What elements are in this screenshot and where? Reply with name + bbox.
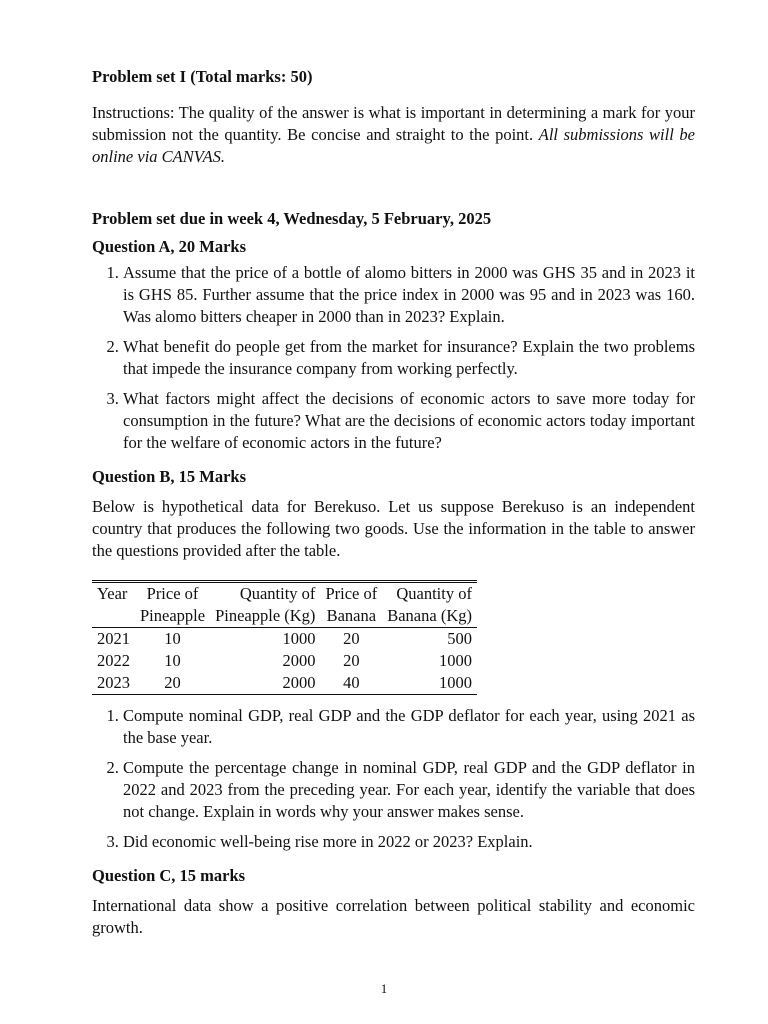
- table-header-banana-kg: Banana (Kg): [382, 605, 477, 628]
- berekuso-data-table: [92, 580, 477, 695]
- question-b-item-3: 3. Did economic well-being rise more in 2022 or 2023? Explain.: [123, 831, 695, 853]
- table-cell-quantity-pineapple: 2000: [282, 673, 316, 692]
- table-cell-quantity-banana: 500: [447, 629, 472, 648]
- document-title: Problem set I (Total marks: 50): [92, 67, 313, 86]
- table-header-row-1: [92, 582, 477, 606]
- table-cell-quantity-pineapple: 2000: [282, 651, 316, 670]
- due-date: Problem set due in week 4, Wednesday, 5 February, 2025: [92, 209, 492, 228]
- table-header-price-banana: Price of: [325, 584, 378, 603]
- table-row: [92, 628, 477, 651]
- table-cell-year: 2023: [97, 673, 130, 692]
- table-cell-quantity-pineapple: 1000: [282, 629, 316, 648]
- table-row: [92, 650, 477, 672]
- table-header-quantity-banana: Quantity of: [396, 584, 472, 603]
- table-cell-price-banana: 20: [343, 651, 360, 670]
- table-cell-price-pineapple: 10: [164, 651, 181, 670]
- question-a-item-2: 2. What benefit do people get from the market for insurance? Explain the two problems that impede the insurance company from working perfectly.: [123, 336, 695, 380]
- table-cell-quantity-banana: 1000: [438, 651, 472, 670]
- table-row: [92, 672, 477, 695]
- question-b-item-1: 1. Compute nominal GDP, real GDP and the GDP deflator for each year, using 2021 as the base year.: [123, 705, 695, 749]
- table-header-year: Year: [97, 584, 128, 603]
- table-cell-year: 2022: [97, 651, 130, 670]
- table-header-price-pineapple: Price of: [146, 584, 199, 603]
- instructions-italic: All submissions will be online via CANVAS.: [92, 125, 695, 166]
- table-cell-quantity-banana: 1000: [438, 673, 472, 692]
- question-c-text: International data show a positive correlation between political stability and economic growth.: [92, 896, 695, 937]
- table-cell-year: 2021: [97, 629, 130, 648]
- table-header-year-2: [92, 605, 135, 628]
- instructions: [92, 102, 695, 168]
- question-b-list: [92, 705, 695, 853]
- question-b-heading: Question B, 15 Marks: [92, 467, 247, 486]
- table-cell-price-pineapple: 10: [164, 629, 181, 648]
- table-header-banana: Banana: [320, 605, 382, 628]
- table-header-quantity-pineapple: Quantity of: [239, 584, 316, 603]
- table-header-pineapple: Pineapple: [135, 605, 210, 628]
- instructions-text: Instructions: The quality of the answer is what is important in determining a mark for your submission not the quantity. Be concise and straight to the point.: [92, 103, 695, 144]
- question-a-heading: Question A, 20 Marks: [92, 237, 247, 256]
- question-b-item-2: 2. Compute the percentage change in nominal GDP, real GDP and the GDP deflator in 2022 and 2023 from the preceding year. For each year, identify the variable that does not change. Explain in words why your answer makes sense.: [123, 757, 695, 823]
- document-page: [92, 66, 695, 939]
- question-a-list: [92, 262, 695, 454]
- table-cell-price-banana: 20: [343, 629, 360, 648]
- table-cell-price-banana: 40: [343, 673, 360, 692]
- question-a-item-3: 3. What factors might affect the decisions of economic actors to save more today for consumption in the future? What are the decisions of economic actors today important for the welfare of economic actors in the future?: [123, 388, 695, 454]
- table-header-pineapple-kg: Pineapple (Kg): [210, 605, 320, 628]
- table-header-row-2: [92, 605, 477, 628]
- page-number: 1: [380, 981, 388, 996]
- question-a-item-1: 1. Assume that the price of a bottle of alomo bitters in 2000 was GHS 35 and in 2023 it is GHS 85. Further assume that the price index in 2000 was 95 and in 2023 was 160. Was alomo bitters cheaper in 2000 than in 2023? Explain.: [123, 262, 695, 328]
- table-cell-price-pineapple: 20: [164, 673, 181, 692]
- question-c-heading: Question C, 15 marks: [92, 866, 246, 885]
- question-b-intro: Below is hypothetical data for Berekuso. Let us suppose Berekuso is an independent country that produces the following two goods. Use the information in the table to answer the questions provided after the table.: [92, 497, 695, 560]
